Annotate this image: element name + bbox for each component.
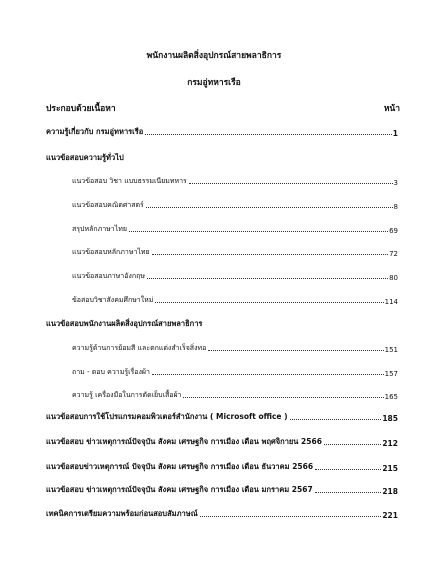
toc-entry-page: 3 xyxy=(393,179,398,187)
toc-entry xyxy=(46,411,398,423)
toc-entry-text: แนวข้อสอบการใช้โปรแกรมคอมพิวเตอร์สำนักงาน ( Microsoft office ) xyxy=(46,412,288,421)
leader-dots xyxy=(147,278,388,279)
leader-dots xyxy=(208,350,383,351)
toc-entry xyxy=(72,389,398,401)
toc-entry-text: สรุปหลักภาษาไทย xyxy=(72,225,127,233)
toc-entry-text: ข้อสอบวิชาสังคมศึกษาใหม่ xyxy=(72,296,154,304)
toc-section-heading: แนวข้อสอบพนักงานผลิตสิ่งอุปกรณ์สายพลาธิการ xyxy=(46,319,203,328)
toc-entry-text: แนวข้อสอบ ข่าวเหตุการณ์ปัจจุบัน สังคม เศรษฐกิจ การเมือง เดือน มกราคม 2567 xyxy=(46,485,313,494)
leader-dots xyxy=(324,444,381,445)
leader-dots xyxy=(155,302,383,303)
leader-dots xyxy=(152,254,388,255)
leader-dots xyxy=(129,231,388,232)
toc-entry-text: ความรู้เกี่ยวกับ กรมอู่ทหารเรือ xyxy=(46,127,144,136)
leader-dots xyxy=(200,516,382,517)
toc-entry-page: 72 xyxy=(389,250,398,258)
toc-entry xyxy=(72,223,398,235)
toc-entry xyxy=(72,342,398,354)
toc-entry xyxy=(46,508,398,520)
toc-entry-text: แนวข้อสอบ วิชา แบบธรรมเนียมทหาร xyxy=(72,177,187,185)
leader-dots xyxy=(315,492,382,493)
leader-dots xyxy=(183,397,383,398)
toc-entry-page: 212 xyxy=(382,439,398,448)
toc-entry xyxy=(46,484,398,496)
toc-entry-page: 151 xyxy=(384,346,398,354)
toc-entry-page: 221 xyxy=(382,511,398,520)
toc-entry xyxy=(72,294,398,306)
toc-entry-page: 185 xyxy=(382,414,398,423)
toc-entry-text: เทคนิคการเตรียมความพร้อมก่อนสอบสัมภาษณ์ xyxy=(46,509,198,518)
page-column-header: หน้า xyxy=(383,104,400,114)
leader-dots xyxy=(315,469,381,470)
toc-entry-page: 8 xyxy=(393,203,398,211)
toc-entry xyxy=(72,175,398,187)
toc-entry-text: แนวข้อสอบภาษาอังกฤษ xyxy=(72,272,145,280)
toc-entry xyxy=(72,270,398,282)
toc-entry-text: แนวข้อสอบข่าวเหตุการณ์ ปัจจุบัน สังคม เศรษฐกิจ การเมือง เดือน ธันวาคม 2566 xyxy=(46,462,314,471)
toc-entry-page: 157 xyxy=(384,370,398,378)
toc-entry-page: 1 xyxy=(392,129,398,138)
toc-entry-text: ถาม - ตอบ ความรู้เรื่องผ้า xyxy=(72,368,150,376)
toc-entry xyxy=(72,199,398,211)
leader-dots xyxy=(152,374,384,375)
toc-entry-page: 114 xyxy=(384,298,398,306)
leader-dots xyxy=(146,207,393,208)
toc-entry xyxy=(72,246,398,258)
toc-section-heading: แนวข้อสอบความรู้ทั่วไป xyxy=(46,153,124,162)
toc-entry xyxy=(46,461,398,473)
toc-entry-page: 165 xyxy=(384,393,398,401)
toc-entry-text: แนวข้อสอบคณิตศาสตร์ xyxy=(72,201,144,209)
leader-dots xyxy=(145,134,392,135)
toc-entry xyxy=(46,126,398,138)
toc-entry-page: 69 xyxy=(389,227,398,235)
toc-entry-page: 80 xyxy=(389,274,398,282)
toc-entry-page: 218 xyxy=(382,487,398,496)
contents-header: ประกอบด้วยเนื้อหา xyxy=(46,104,116,114)
toc-entry-text: แนวข้อสอบ ข่าวเหตุการณ์ปัจจุบัน สังคม เศรษฐกิจ การเมือง เดือน พฤศจิกายน 2566 xyxy=(46,437,322,446)
toc-entry-page: 215 xyxy=(382,464,398,473)
toc-entry xyxy=(46,436,398,448)
leader-dots xyxy=(290,419,382,420)
toc-entry-text: ความรู้ เครื่องมือในการตัดเย็บเสื้อผ้า xyxy=(72,391,182,399)
document-subtitle: กรมอู่ทหารเรือ xyxy=(187,78,241,88)
document-title: พนักงานผลิตสิ่งอุปกรณ์สายพลาธิการ xyxy=(146,51,282,61)
leader-dots xyxy=(189,183,393,184)
toc-entry-text: ความรู้ด้านการย้อมสี และตกแต่งสำเร็จสิ่งทอ xyxy=(72,344,207,352)
toc-entry xyxy=(72,366,398,378)
toc-entry-text: แนวข้อสอบหลักภาษาไทย xyxy=(72,248,150,256)
